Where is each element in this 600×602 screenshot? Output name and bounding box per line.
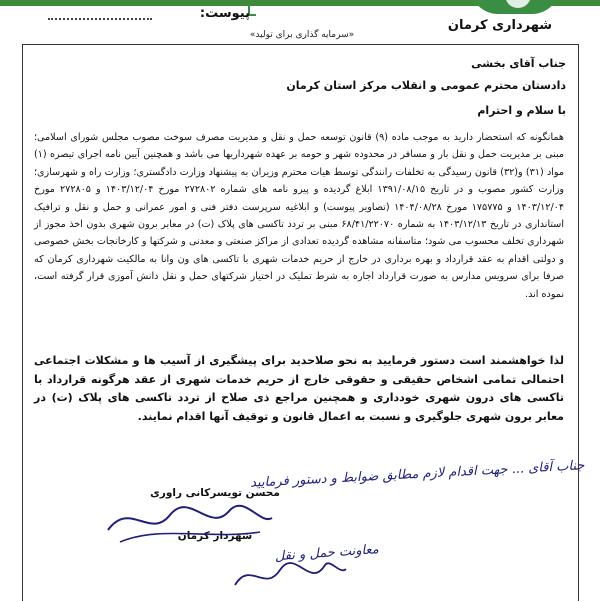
letter-request: لذا خواهشمند است دستور فرمایید به نحو صلاحدید برای پیشگیری از آسیب ها و مشکلات اجتماعی احتمالی تمامی اشخاص حقیقی و حقوقی خارج از حریم خدمات شهری از عقد هرگونه قرارداد با تاکسی های درون شهری خودداری و همچنین مراجع ذی صلاح از تردد تاکسی های پلاک (ت) در معابر برون شهری جلوگیری و نسبت به اعمال قانون و توقیف آنها اقدام نمایند. [34, 354, 564, 423]
signer-name: محسن تویسرکانی راوری [150, 487, 280, 499]
attachment-dotted-line [48, 18, 152, 20]
deputy-signature [230, 555, 350, 595]
greeting: با سلام و احترام [477, 104, 566, 117]
signer-title: شهردار کرمان [177, 530, 253, 542]
mayor-signature [100, 490, 280, 550]
recipient-title: دادستان محترم عمومی و انقلاب مرکز استان کرمان [286, 79, 566, 92]
organization-name: شهرداری کرمان [447, 18, 553, 33]
deputy-handwritten-note: معاونت حمل و نقل [274, 542, 380, 565]
recipient-name: جناب آقای بخشی [471, 57, 566, 70]
attachment-label: پیوست: [199, 6, 250, 21]
slogan: «سرمایه گذاری برای تولید» [249, 30, 355, 40]
handwritten-referral-note: جناب آقای ... جهت اقدام لازم مطابق ضوابط و دستور فرمایید [249, 458, 585, 491]
letter-body: همانگونه که استحضار دارید به موجب ماده (۹) قانون توسعه حمل و نقل و مدیریت مصرف سوخت مصوب مجلس شورای اسلامی؛ مبنی بر مدیریت حمل و نقل بار و مسافر در محدوده شهر و حومه بر عهده شهرداریها می باشد و همچنین آیین نامه اجرای تبصره (۱) مواد (۳۱) و(۳۲) قانون رسیدگی به تخلفات رانندگی توسط هیات محترم وزیران به پیشنهاد وزارت دادگستری؛ وزارت راه و شهرسازی؛ وزارت کشور مصوب و در تاریخ ۱۳۹۱/۰۸/۱۵ ابلاغ گردیده و پیرو نامه های شماره ۲۷۲۸۰۲ مورخ ۱۴۰۳/۱۲/۰۴ و ۲۷۲۸۰۵ مورخ ۱۴۰۳/۱۲/۰۴ و ۱۷۵۷۷۵ مورخ ۱۴۰۴/۰۸/۲۸ (تصاویر پیوست) و ابلاغیه سرپرست دفتر فنی و امور عمرانی و حمل و نقل و ترافیک استانداری در تاریخ ۱۴۰۳/۱۲/۱۳ به شماره ۶۸/۴۱/۲۲۰۷۰ مبنی بر تردد تاکسی های پلاک (ت) در معابر برون شهری بدون اخذ مجوز از شهرداری تخلف محسوب می شود؛ متاسفانه مشاهده گردیده تعدادی از مراکز صنعتی و معدنی و شرکتها و کارخانجات بخش خصوصی و دولتی اقدام به عقد قرارداد و بهره برداری در خارج از حریم خدمات شهری با تاکسی های ون وانا به مالکیت شهرداری کرمان که صرفا برای سرویس مدارس به صورت قرارداد اجاره به شرط تملیک در اختیار شرکتهای حمل و نقل دانش آموزی قرار گرفته است، نموده اند. [34, 132, 565, 300]
